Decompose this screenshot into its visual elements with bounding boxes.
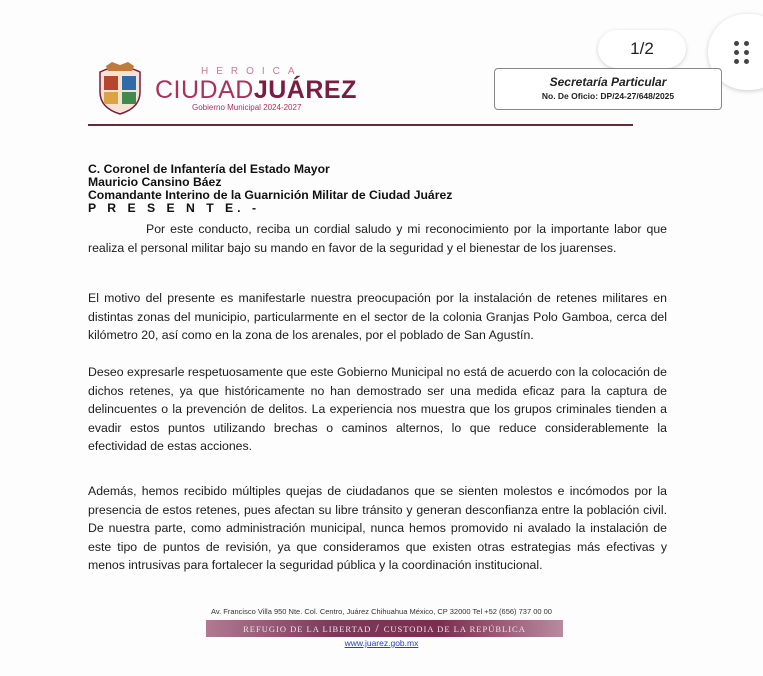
footer-band-separator: /	[375, 621, 380, 635]
header-divider	[88, 124, 633, 126]
body-paragraph: Deseo expresarle respetuosamente que este Gobierno Municipal no está de acuerdo con la colocación de dichos retenes, ya que históricamente no han demostrado ser una medida eficaz para la captura de delincuentes o la prevención de delitos. La experiencia nos muestra que los grupos criminales tienden a evadir estos puntos utilizando brechas o caminos alternos, lo que reduce considerablemente la efectividad de estas acciones.	[88, 365, 667, 454]
office-number: No. De Oficio: DP/24-27/648/2025	[541, 91, 675, 101]
addressee-line: C. Coronel de Infantería del Estado Mayor	[88, 162, 330, 176]
brand-heroica: HEROICA	[201, 66, 303, 77]
brand-city-bold: JUÁREZ	[253, 76, 357, 104]
body-paragraph: Por este conducto, reciba un cordial saludo y mi reconocimiento por la importante labor que realiza el personal militar bajo su mando en favor de la seguridad y el bienestar de los juarenses.	[88, 222, 667, 255]
brand-title	[155, 76, 357, 105]
footer-website-link[interactable]: www.juarez.gob.mx	[344, 638, 419, 648]
body-paragraph: Además, hemos recibido múltiples quejas de ciudadanos que se sienten molestos e incómodos por la presencia de estos retenes, pues afectan su libre tránsito y generan desconfianza entre la población civil. De nuestra parte, como administración municipal, nunca hemos promovido ni avalado la instalación de este tipo de puntos de revisión, ya que consideramos que existen otras estrategias más efectivas y menos intrusivas para fortalecer la seguridad pública y la coordinación institucional.	[88, 484, 667, 573]
addressee-line: Comandante Interino de la Guarnición Militar de Ciudad Juárez	[88, 188, 453, 202]
addressee-presente: P R E S E N T E. -	[88, 201, 261, 215]
brand-city: CIUDAD	[155, 76, 254, 104]
office-title: Secretaría Particular	[549, 75, 667, 89]
addressee-block	[88, 163, 452, 215]
page-indicator: 1/2	[598, 30, 686, 68]
footer-address: Av. Francisco Villa 950 Nte. Col. Centro, Juárez Chihuahua México, CP 32000 Tel +52 (656) 737 00 00	[211, 607, 552, 616]
footer-band	[206, 620, 563, 637]
body-paragraph: El motivo del presente es manifestarle nuestra preocupación por la instalación de retenes militares en distintas zonas del municipio, particularmente en el sector de la colonia Granjas Polo Gamboa, cerca del kilómetro 20, así como en la zona de los arenales, por el poblado de San Agustín.	[88, 291, 667, 343]
footer-band-right: CUSTODIA DE LA REPÚBLICA	[383, 623, 526, 634]
footer-band-left: REFUGIO DE LA LIBERTAD	[243, 623, 372, 634]
brand-subtitle: Gobierno Municipal 2024-2027	[192, 103, 302, 112]
addressee-line: Mauricio Cansino Báez	[88, 175, 222, 189]
grip-dots-icon	[734, 41, 749, 64]
office-reference-box	[494, 68, 722, 110]
city-seal-logo	[92, 60, 148, 116]
